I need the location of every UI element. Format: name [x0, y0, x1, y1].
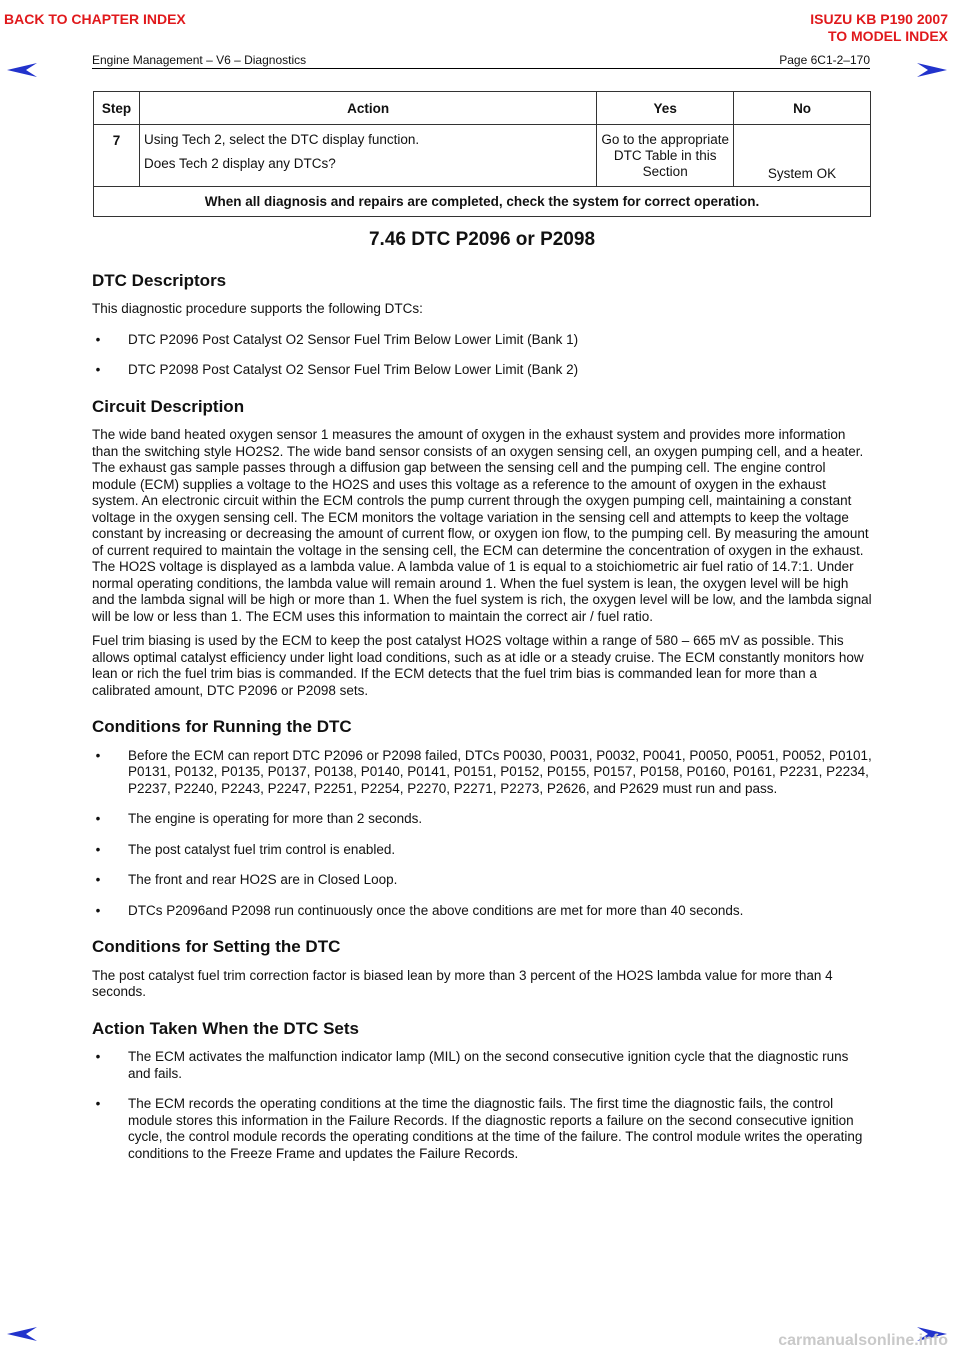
- list-item-text: Before the ECM can report DTC P2096 or P2098 failed, DTCs P0030, P0031, P0032, P0041, P0050, P0051, P0052, P0101, P0131, P0132, P0135, P0137, P0138, P0140, P0141, P0151, P0152, P0155, P0157, P0158, P0160, P0161, P2231, P2234, P2237, P2240, P2243, P2247, P2251, P2254, P2270, P2271, P2273, P2626, and P2629 must run and pass.: [128, 747, 872, 796]
- step-yes-result: Go to the appropriate DTC Table in this Section: [597, 125, 734, 187]
- step-action-instruction: Using Tech 2, select the DTC display function.: [143, 132, 420, 147]
- running-conditions-list: [92, 748, 872, 920]
- diagnostic-step-table: [93, 91, 871, 217]
- step-number: 7: [94, 125, 140, 187]
- list-item: [92, 362, 872, 379]
- next-page-arrow-icon[interactable]: [916, 62, 948, 78]
- list-item: [92, 903, 872, 920]
- bullet-icon: •: [95, 747, 101, 763]
- bullet-icon: •: [95, 811, 101, 826]
- section-title: 7.46 DTC P2096 or P2098: [368, 229, 596, 250]
- model-index-link[interactable]: [810, 11, 948, 45]
- header-page-number: Page 6C1-2–170: [779, 53, 870, 67]
- action-taken-heading: Action Taken When the DTC Sets: [92, 1018, 359, 1038]
- action-taken-list: [92, 1049, 872, 1162]
- model-title-line: ISUZU KB P190 2007: [810, 11, 948, 27]
- list-item: [92, 332, 872, 349]
- table-footer-note: When all diagnosis and repairs are completed, check the system for correct operation.: [94, 187, 871, 217]
- step-action-question: Does Tech 2 display any DTCs?: [143, 156, 336, 171]
- list-item-text: The front and rear HO2S are in Closed Loop.: [128, 872, 398, 887]
- list-item: [92, 1096, 872, 1162]
- list-item-text: DTC P2096 Post Catalyst O2 Sensor Fuel Trim Below Lower Limit (Bank 1): [128, 331, 579, 347]
- col-header-yes: Yes: [597, 92, 734, 125]
- model-index-line[interactable]: TO MODEL INDEX: [827, 28, 948, 44]
- bullet-icon: •: [95, 331, 101, 347]
- watermark-text: carmanualsonline.info: [778, 1332, 948, 1349]
- circuit-paragraph: Fuel trim biasing is used by the ECM to keep the post catalyst HO2S voltage within a range of 580 – 665 mV as possible. This allows optimal catalyst efficiency under light load conditions, such as at idle or a steady cruise. The ECM constantly monitors how lean or rich the fuel trim bias is commanded. If the ECM detects that the fuel trim bias is commanded lean for more than a calibrated amount, DTC P2096 or P2098 sets.: [92, 633, 864, 698]
- list-item-text: The post catalyst fuel trim control is enabled.: [128, 841, 396, 857]
- running-conditions-heading: Conditions for Running the DTC: [92, 717, 352, 736]
- col-header-step: Step: [94, 92, 140, 125]
- list-item: [92, 872, 872, 889]
- bullet-icon: •: [95, 841, 101, 857]
- col-header-no: No: [734, 92, 871, 125]
- table-footer-row: [94, 187, 871, 217]
- bullet-icon: •: [95, 902, 101, 918]
- back-to-chapter-index-link[interactable]: BACK TO CHAPTER INDEX: [4, 11, 186, 27]
- list-item: [92, 748, 872, 798]
- table-header-row: [94, 92, 871, 125]
- list-item-text: The ECM records the operating conditions at the time the diagnostic fails. The first time the diagnostic fails, the control module stores this information in the Failure Records. If the diagnostic reports a failure on the second consecutive ignition cycle, the control module records the operating conditions at the time of the failure. The control module writes the operating conditions to the Freeze Frame and updates the Failure Records.: [128, 1096, 863, 1161]
- list-item: [92, 811, 872, 828]
- step-no-result: System OK: [734, 125, 871, 187]
- list-item-text: The engine is operating for more than 2 seconds.: [128, 811, 423, 826]
- prev-page-arrow-icon[interactable]: [6, 62, 38, 78]
- header-rule: [92, 68, 870, 69]
- setting-conditions-text: The post catalyst fuel trim correction factor is biased lean by more than 3 percent of the HO2S lambda value for more than 4 seconds.: [92, 967, 833, 999]
- list-item: [92, 1049, 872, 1082]
- setting-conditions-heading: Conditions for Setting the DTC: [92, 937, 341, 956]
- bullet-icon: •: [95, 1049, 101, 1064]
- main-content: [92, 229, 872, 1176]
- circuit-heading: Circuit Description: [92, 396, 245, 416]
- descriptors-list: [92, 332, 872, 379]
- list-item-text: DTCs P2096and P2098 run continuously once the above conditions are met for more than 40 seconds.: [128, 902, 744, 918]
- bullet-icon: •: [95, 1096, 101, 1111]
- bullet-icon: •: [95, 872, 101, 887]
- table-row: [94, 125, 871, 187]
- descriptors-heading: DTC Descriptors: [92, 270, 227, 290]
- step-action: [139, 125, 596, 187]
- prev-page-arrow-icon[interactable]: [6, 1326, 38, 1342]
- header-section-title: Engine Management – V6 – Diagnostics: [92, 53, 307, 67]
- circuit-paragraph: The wide band heated oxygen sensor 1 measures the amount of oxygen in the exhaust system and provides more information than the switching style HO2S2. The wide band sensor consists of an oxygen sensing cell, an oxygen pumping cell, and a heater. The exhaust gas sample passes through a diffusion gap between the sensing cell and the pumping cell. The engine control module (ECM) supplies a voltage to the HO2S and uses this voltage as a reference to the amount of oxygen in the exhaust system. An electronic circuit within the ECM controls the pump current through the oxygen pumping cell, maintaining a constant voltage in the oxygen sensing cell. The ECM monitors the voltage variation in the sensing cell and attempts to keep the voltage constant by increasing or decreasing the amount of current flow, or oxygen ion flow, to the pumping cell. By measuring the amount of current required to maintain the voltage in the sensing cell, the ECM can determine the concentration of oxygen in the exhaust. The HO2S voltage is displayed as a lambda value. A lambda value of 1 is equal to a stoichiometric air fuel ratio of 14.7:1. Under normal operating conditions, the lambda value will remain around 1. When the fuel system is lean, the oxygen level will be high and the lambda signal will be high or more than 1. When the fuel system is rich, the oxygen level will be low, and the lambda signal will be low or less than 1. The ECM uses this information to maintain the correct air / fuel ratio.: [92, 427, 872, 624]
- col-header-action: Action: [139, 92, 596, 125]
- list-item-text: The ECM activates the malfunction indicator lamp (MIL) on the second consecutive ignition cycle that the diagnostic runs and fails.: [128, 1049, 849, 1081]
- bullet-icon: •: [95, 362, 101, 377]
- list-item-text: DTC P2098 Post Catalyst O2 Sensor Fuel Trim Below Lower Limit (Bank 2): [128, 362, 579, 377]
- list-item: [92, 842, 872, 859]
- descriptors-intro: This diagnostic procedure supports the following DTCs:: [92, 301, 423, 316]
